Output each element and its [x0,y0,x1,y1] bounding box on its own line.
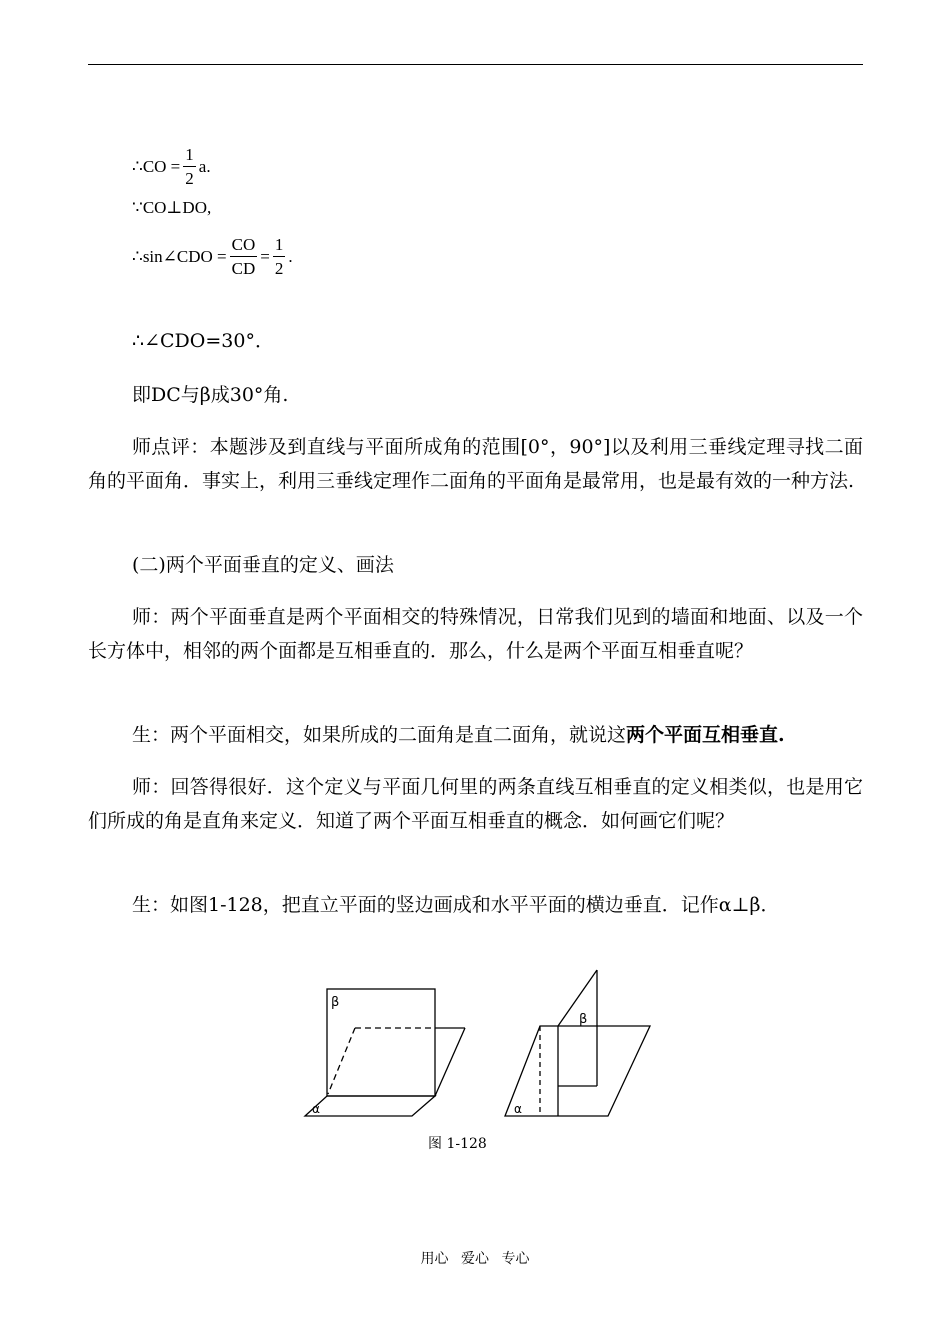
math-text: ∴sin∠CDO = [132,246,227,266]
header-rule [88,64,863,65]
figure-caption: 图 1-128 [428,1136,487,1152]
fraction [273,236,286,277]
footer-item: 爱心 [461,1251,489,1267]
numerator: 1 [273,236,286,257]
label-beta-right: β [579,1012,588,1027]
perpendicular-planes-figure [300,966,660,1126]
label-alpha-right: α [514,1102,522,1116]
fraction [183,146,196,187]
denominator: CD [231,259,256,278]
left-plane-right-edge [435,1028,465,1096]
definition-text: 生：两个平面相交，如果所成的二面角是直二面角，就说这 [132,724,627,746]
math-text: ∴CO = [132,156,181,176]
right-horizontal-plane [505,1026,650,1116]
math-text: . [288,246,293,266]
math-line-perp [132,198,211,218]
numerator: CO [230,236,258,257]
paragraph-student-definition [88,718,863,752]
paragraph-conclusion: 即DC与β成30°角. [132,384,289,406]
left-vertical-plane [327,989,435,1096]
denominator: 2 [185,169,194,188]
denominator: 2 [274,259,284,278]
math-line-sin [132,236,293,277]
numerator: 1 [183,146,196,167]
paragraph-teacher-answer: 师：回答得很好．这个定义与平面几何里的两条直线互相垂直的定义相类似，也是用它们所成的角是直角来定义．知道了两个平面互相垂直的概念．如何画它们呢？ [88,776,863,832]
paragraph-teacher-comment: 师点评：本题涉及到直线与平面所成角的范围[0°，90°]以及利用三垂线定理寻找二面角的平面角．事实上，利用三垂线定理作二面角的平面角是最常用，也是最有效的一种方法. [88,436,863,492]
definition-bold: 两个平面互相垂直. [626,724,785,746]
footer-item: 专心 [501,1251,530,1267]
section-heading: (二)两个平面垂直的定义、画法 [132,554,394,576]
math-text: a. [198,156,211,176]
math-text: = [260,246,270,266]
page-footer [0,1248,950,1268]
math-text: ∵CO⊥DO, [132,198,212,217]
paragraph-teacher-question: 师：两个平面垂直是两个平面相交的特殊情况，日常我们见到的墙面和地面、以及一个长方体中，相邻的两个面都是互相垂直的．那么，什么是两个平面互相垂直呢？ [88,606,863,662]
paragraph-angle-result: ∴∠CDO=30°． [132,330,274,352]
right-slanted-edge [558,970,597,1026]
paragraph-student-drawing: 生：如图1-128，把直立平面的竖边画成和水平平面的横边垂直．记作α⊥β． [132,894,780,916]
label-beta-left: β [331,995,340,1010]
fraction [230,236,258,277]
left-hidden-edge-diagonal [328,1028,355,1094]
footer-item: 用心 [420,1251,449,1267]
label-alpha-left: α [312,1102,320,1116]
left-horizontal-plane [305,1096,435,1116]
math-line-co [132,146,211,187]
